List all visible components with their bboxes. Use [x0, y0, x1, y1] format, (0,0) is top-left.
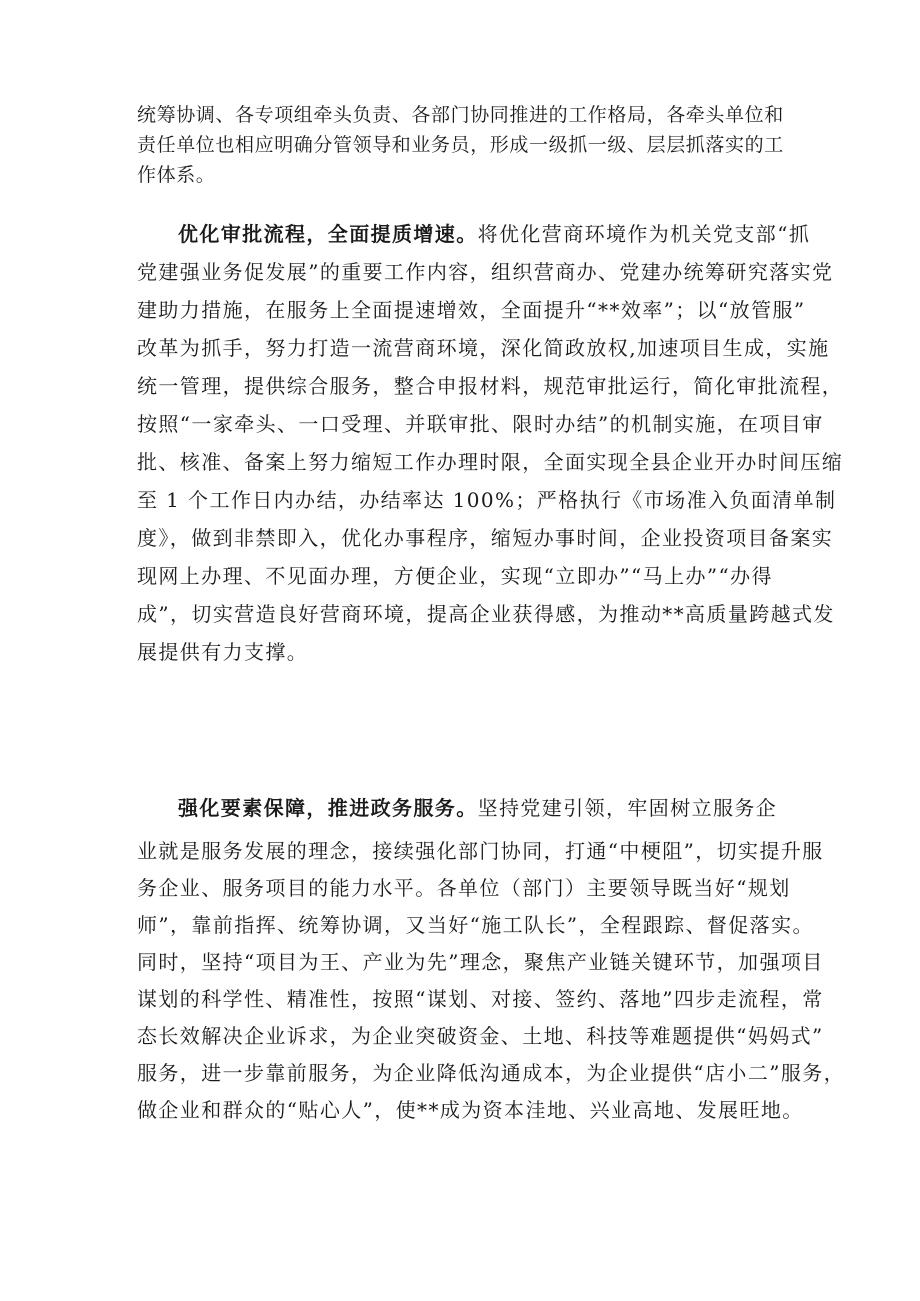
text-line: 成”，切实营造良好营商环境，提高企业获得感，为推动**高质量跨越式发 — [137, 602, 835, 626]
text-line: 作体系。 — [137, 164, 216, 186]
text-line: 展提供有力支撑。 — [137, 640, 309, 664]
text-line: 现网上办理、不见面办理，方便企业，实现“立即办”“马上办”“办得 — [137, 564, 773, 588]
text-line: 务企业、服务项目的能力水平。各单位（部门）主要领导既当好“规划 — [137, 876, 791, 900]
text-line: 至 1 个工作日内办结，办结率达 100%；严格执行《市场准入负面清单制 — [137, 488, 837, 512]
section-heading: 强化要素保障，推进政务服务。 — [178, 796, 478, 820]
text-line — [178, 792, 777, 821]
section-heading: 优化审批流程，全面提质增速。 — [178, 222, 478, 246]
text-line: 改革为抓手，努力打造一流营商环境，深化简政放权,加速项目生成，实施 — [137, 336, 830, 360]
text-line: 服务，进一步靠前服务，为企业降低沟通成本，为企业提供“店小二”服务， — [137, 1061, 846, 1085]
text-line: 批、核准、备案上努力缩短工作办理时限，全面实现全县企业开办时间压缩 — [137, 450, 844, 474]
text-line: 责任单位也相应明确分管领导和业务员，形成一级抓一级、层层抓落实的工 — [137, 134, 784, 156]
text-line: 党建强业务促发展”的重要工作内容，组织营商办、党建办统筹研究落实党 — [137, 260, 834, 284]
text-line: 统一管理，提供综合服务，整合申报材料，规范审批运行，简化审批流程， — [137, 374, 844, 398]
text-line: 统筹协调、各专项组牵头负责、各部门协同推进的工作格局，各牵头单位和 — [137, 104, 784, 126]
text-line: 师”，靠前指挥、统筹协调，又当好“施工队长”，全程跟踪、督促落实。 — [137, 913, 814, 937]
text-line — [178, 218, 810, 247]
text-span: 坚持党建引领，牢固树立服务企 — [477, 796, 778, 820]
text-line: 按照“一家牵头、一口受理、并联审批、限时办结”的机制实施，在项目审 — [137, 412, 824, 436]
text-line: 态长效解决企业诉求，为企业突破资金、土地、科技等难题提供“妈妈式” — [137, 1024, 824, 1048]
text-line: 业就是服务发展的理念，接续强化部门协同，打通“中梗阻”，切实提升服 — [137, 839, 824, 863]
text-line: 同时，坚持“项目为王、产业为先”理念，聚焦产业链关键环节，加强项目 — [137, 950, 824, 974]
text-span: 将优化营商环境作为机关党支部“抓 — [477, 222, 811, 246]
text-line: 谋划的科学性、精准性，按照“谋划、对接、签约、落地”四步走流程，常 — [137, 987, 824, 1011]
text-line: 建助力措施，在服务上全面提速增效，全面提升“**效率”；以“放管服” — [137, 298, 806, 322]
text-line: 做企业和群众的“贴心人”，使**成为资本洼地、兴业高地、发展旺地。 — [137, 1098, 804, 1122]
text-line: 度》，做到非禁即入，优化办事程序，缩短办事时间，企业投资项目备案实 — [137, 526, 834, 550]
